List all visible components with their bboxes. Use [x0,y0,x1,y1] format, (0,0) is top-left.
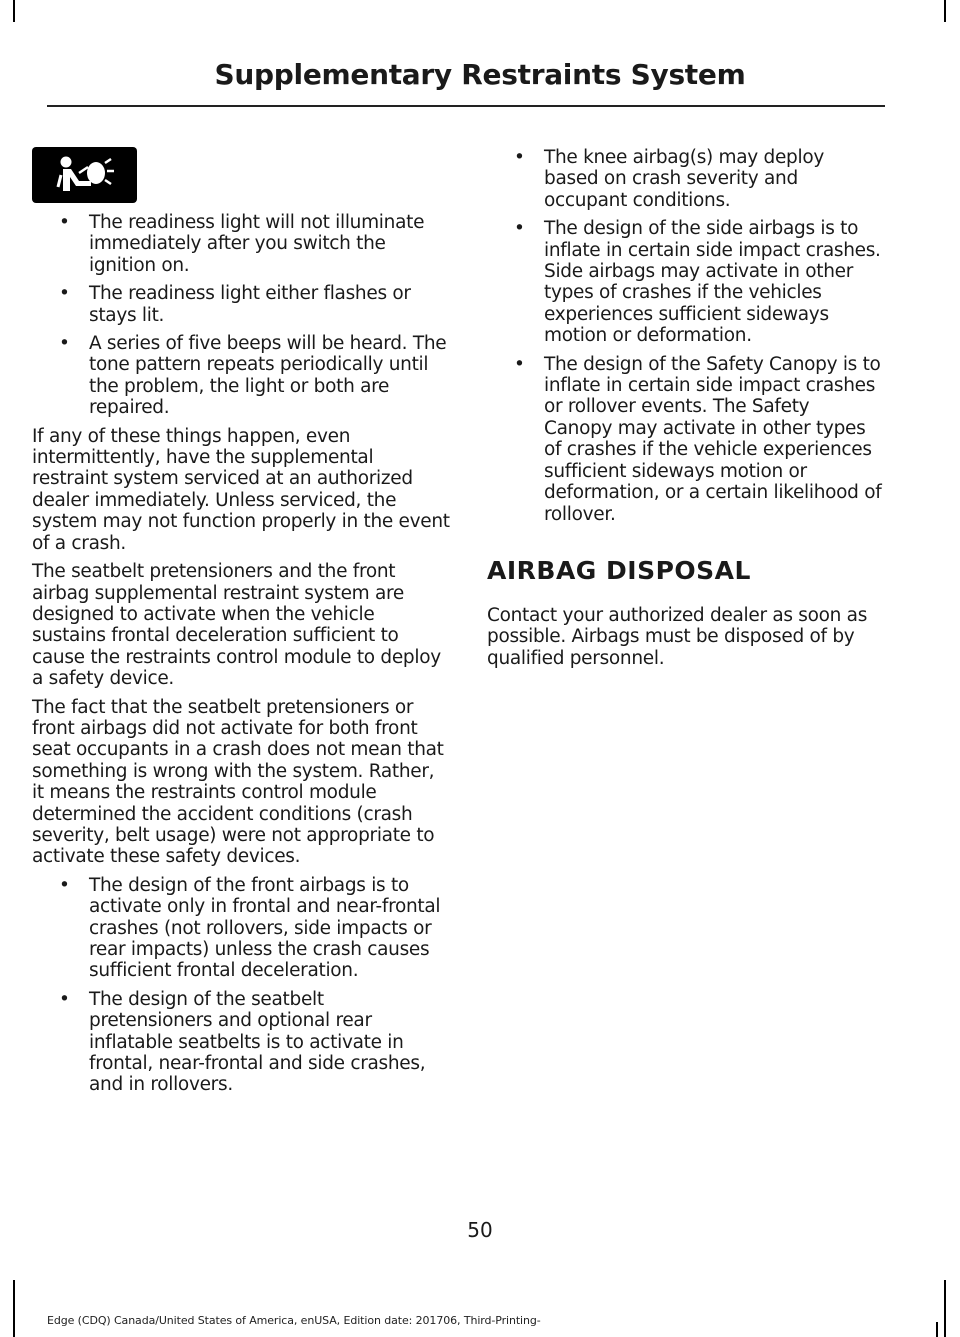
page-number: 50 [467,1218,493,1242]
airbag-warning-icon [32,147,137,203]
list-item: • The design of the seatbelt pretensioners and optional rear inflatable seatbelts is to activate in frontal, near-frontal and side crashes, and in rollovers. [32,989,450,1096]
paragraph: The seatbelt pretensioners and the front airbag supplemental restraint system are designed to activate when the vehicle sustains frontal deceleration sufficient to cause the restraints control module to deploy a safety device. [32,561,441,690]
crop-mark-top-right [944,0,946,22]
list-item: • The readiness light either flashes or stays lit. [32,283,450,326]
crop-mark-bottom-left [13,1280,15,1337]
right-column [487,147,883,676]
readiness-light-list [32,212,450,419]
list-item: • The knee airbag(s) may deploy based on crash severity and occupant conditions. [487,147,883,211]
paragraph: Contact your authorized dealer as soon as possible. Airbags must be disposed of by qualified personnel. [487,604,868,669]
left-column [32,147,450,1103]
list-item: • The design of the Safety Canopy is to inflate in certain side impact crashes or rollover events. The Safety Canopy may activate in other types of crashes if the vehicle experiences sufficient sideways motion or deformation, or a certain likelihood of rollover. [487,354,883,525]
crop-mark-top-left [13,0,15,22]
footer-edition-text: Edge (CDQ) Canada/United States of America, enUSA, Edition date: 201706, Third-Printing- [47,1314,541,1327]
paragraph: The fact that the seatbelt pretensioners or front airbags did not activate for both front seat occupants in a crash does not mean that something is wrong with the system. Rather, it means the restraints control module determined the accident conditions (crash severity, belt usage) were not appropriate to activate these safety devices. [32,696,444,868]
crop-mark-bottom-right-short [936,1322,938,1337]
list-item: • The design of the side airbags is to inflate in certain side impact crashes. Side airbags may activate in other types of crashes if the vehicles experiences sufficient sideways motion or deformation. [487,218,883,346]
crop-mark-bottom-right [944,1280,946,1337]
list-item: • The design of the front airbags is to activate only in frontal and near-frontal crashes (not rollovers, side impacts or rear impacts) unless the crash causes sufficient frontal deceleration. [32,875,450,982]
list-item: • The readiness light will not illuminate immediately after you switch the ignition on. [32,212,450,276]
section-heading: AIRBAG DISPOSAL [487,555,751,585]
page-title: Supplementary Restraints System [214,58,746,91]
list-item: • A series of five beeps will be heard. The tone pattern repeats periodically until the problem, the light or both are repaired. [32,333,450,419]
airbag-design-list [32,875,450,1096]
header-divider [47,105,885,107]
paragraph: If any of these things happen, even intermittently, have the supplemental restraint system serviced at an authorized dealer immediately. Unless serviced, the system may not function properly in the event of a crash. [32,425,450,554]
airbag-deploy-list [487,147,883,525]
